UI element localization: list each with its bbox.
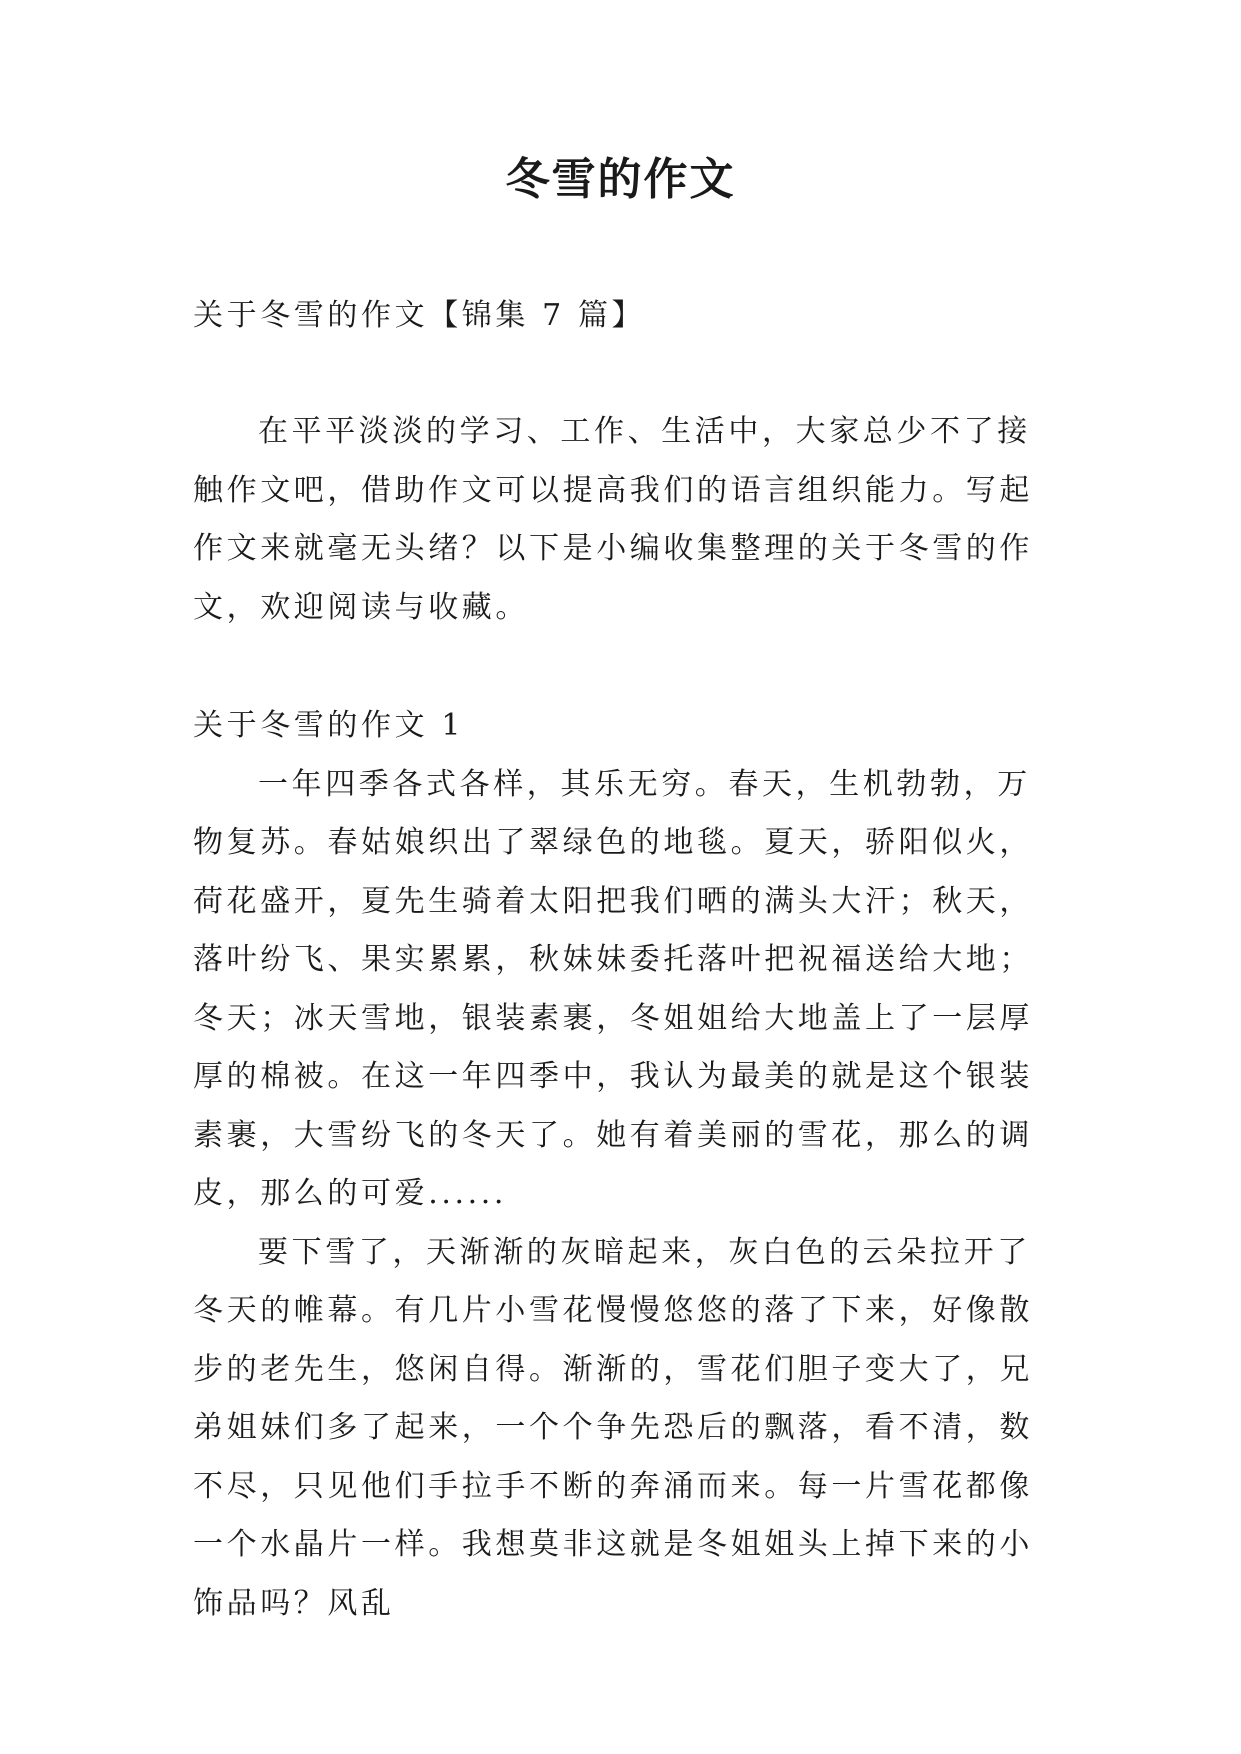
essay-section-1 (193, 697, 1063, 1633)
essay-paragraph: 要下雪了，天渐渐的灰暗起来，灰白色的云朵拉开了冬天的帷幕。有几片小雪花慢慢悠悠的落了下来，好像散步的老先生，悠闲自得。渐渐的，雪花们胆子变大了，兄弟姐妹们多了起来，一个个争先恐后的飘落，看不清，数不尽，只见他们手拉手不断的奔涌而来。每一片雪花都像一个水晶片一样。我想莫非这就是冬姐姐头上掉下来的小饰品吗？风乱 (193, 1234, 1033, 1621)
section-heading: 关于冬雪的作文 1 (193, 708, 465, 743)
document-subtitle: 关于冬雪的作文【锦集 7 篇】 (193, 298, 646, 333)
intro-section (193, 403, 1063, 637)
document-title: 冬雪的作文 (505, 154, 736, 205)
intro-paragraph: 在平平淡淡的学习、工作、生活中，大家总少不了接触作文吧，借助作文可以提高我们的语言组织能力。写起作文来就毫无头绪？以下是小编收集整理的关于冬雪的作文，欢迎阅读与收藏。 (193, 414, 1033, 625)
essay-paragraph: 一年四季各式各样，其乐无穷。春天，生机勃勃，万物复苏。春姑娘织出了翠绿色的地毯。夏天，骄阳似火，荷花盛开，夏先生骑着太阳把我们晒的满头大汗；秋天，落叶纷飞、果实累累，秋妹妹委托落叶把祝福送给大地；冬天；冰天雪地，银装素裹，冬姐姐给大地盖上了一层厚厚的棉被。在这一年四季中，我认为最美的就是这个银装素裹，大雪纷飞的冬天了。她有着美丽的雪花，那么的调皮，那么的可爱...... (193, 766, 1033, 1211)
